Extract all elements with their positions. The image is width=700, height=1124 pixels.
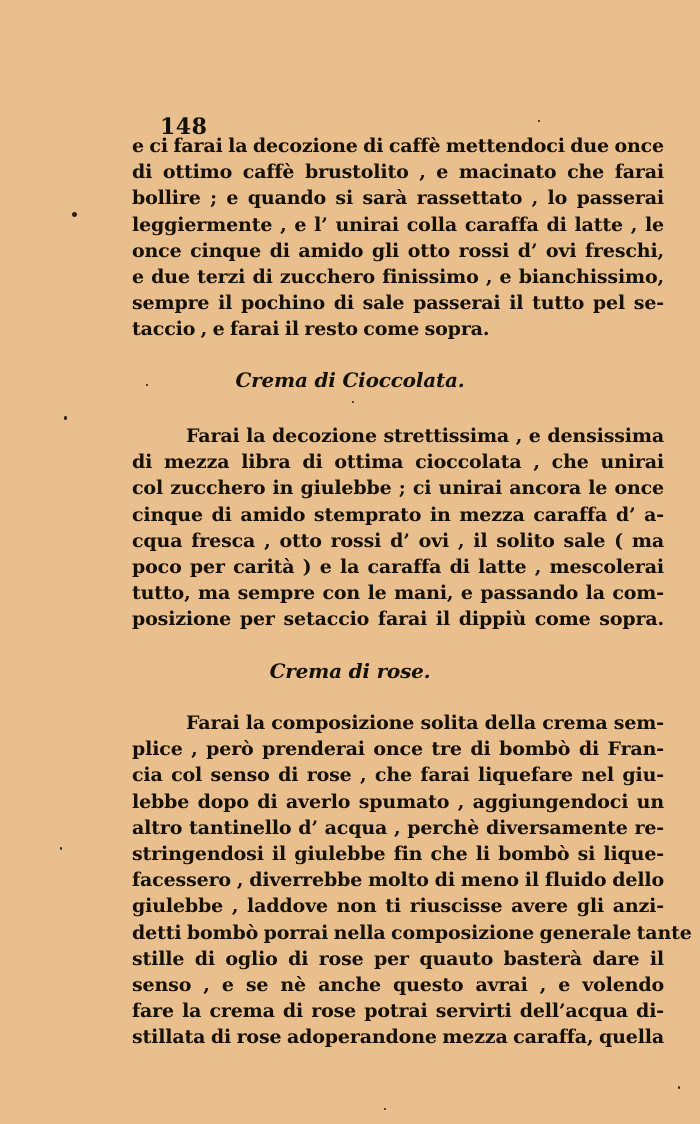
page-speck [72, 212, 77, 217]
text-line: senso , e se nè anche questo avrai , e volendo [132, 973, 664, 996]
text-line: stringendosi il giulebbe fin che li bombò si lique- [132, 842, 664, 865]
text-line: tutto, ma sempre con le mani, e passando la com- [132, 582, 664, 605]
page-speck [678, 1086, 680, 1089]
text-line: posizione per setaccio farai il dippiù come sopra. [132, 608, 664, 631]
text-line: once cinque di amido gli otto rossi d’ ovi freschi, [132, 239, 664, 262]
text-line: bollire ; e quando si sarà rassettato , lo passerai [132, 187, 664, 210]
text-line: e ci farai la decozione di caffè mettendoci due once [132, 135, 664, 157]
text-line: fare la crema di rose potrai servirti dell’acqua di- [132, 1000, 664, 1023]
text-line: giulebbe , laddove non ti riuscisse avere gli anzi- [132, 895, 664, 918]
intro-paragraph [132, 133, 664, 343]
page-speck [146, 384, 148, 386]
text-line: detti bombò porrai nella composizione generale tante [132, 921, 692, 944]
page-speck [64, 416, 67, 420]
text-line: col zucchero in giulebbe ; ci unirai ancora le once [132, 477, 664, 500]
text-line: stillata di rose adoperandone mezza caraffa, quella [132, 1026, 664, 1049]
text-line: cqua fresca , otto rossi d’ ovi , il solito sale ( ma [132, 529, 664, 552]
text-line: altro tantinello d’ acqua , perchè diversamente re- [132, 816, 664, 839]
section-heading-cioccolata: Crema di Cioccolata. [235, 368, 465, 392]
text-line: di mezza libra di ottima cioccolata , che unirai [132, 451, 664, 474]
text-line: lebbe dopo di averlo spumato , aggiungendoci un [132, 790, 664, 813]
section-heading-rose: Crema di rose. [269, 659, 431, 683]
page-speck [352, 401, 354, 403]
text-line: leggiermente , e l’ unirai colla caraffa di latte , le [132, 213, 664, 236]
text-line: taccio , e farai il resto come sopra. [132, 318, 490, 341]
paragraph-rose [132, 710, 692, 1050]
page-number: 148 [160, 114, 208, 140]
page-speck [384, 1108, 386, 1110]
text-line: stille di oglio di rose per quauto basterà dare il [132, 947, 664, 970]
text-line: Farai la decozione strettissima , e densissima [186, 425, 664, 447]
text-line: poco per carità ) e la caraffa di latte , mescolerai [132, 555, 664, 578]
text-line: plice , però prenderai once tre di bombò di Fran- [132, 738, 664, 761]
paragraph-cioccolata [132, 423, 664, 633]
text-line: di ottimo caffè brustolito , e macinato che farai [132, 161, 664, 184]
text-line: cia col senso di rose , che farai liquefare nel giu- [132, 764, 664, 787]
page-speck [60, 847, 62, 850]
text-line: cinque di amido stemprato in mezza caraffa d’ a- [132, 503, 664, 526]
text-line: e due terzi di zucchero finissimo , e bianchissimo, [132, 265, 664, 288]
text-line: Farai la composizione solita della crema sem- [186, 712, 664, 734]
page-speck [538, 120, 540, 122]
text-line: facessero , diverrebbe molto di meno il fluido dello [132, 869, 664, 892]
text-line: sempre il pochino di sale passerai il tutto pel se- [132, 292, 664, 315]
